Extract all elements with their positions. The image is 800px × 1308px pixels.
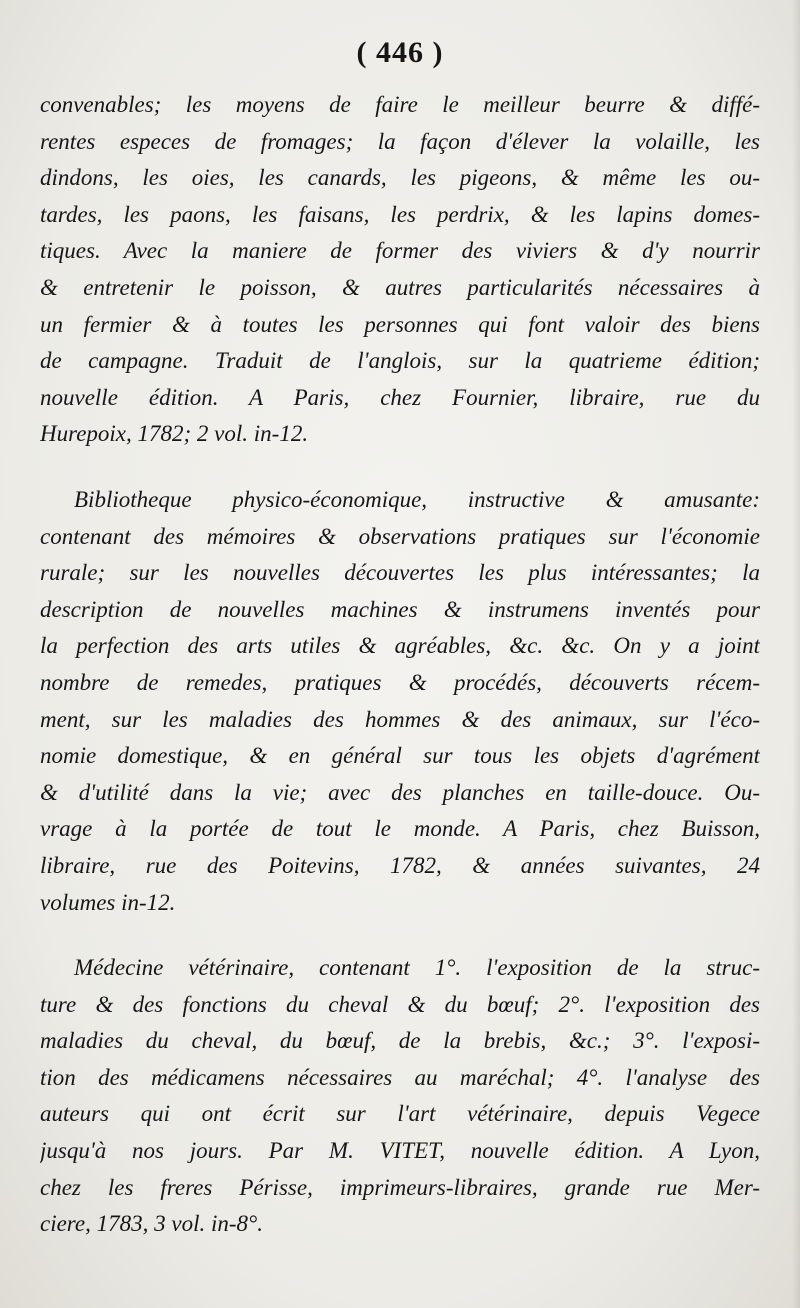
text-line: tardes, les paons, les faisans, les perdrix, & les lapins domes- bbox=[40, 201, 760, 227]
text-line: rurale; sur les nouvelles découvertes les plus intéressantes; la bbox=[40, 560, 760, 586]
paragraph-bibliotheque bbox=[40, 482, 760, 921]
page-edge-shadow bbox=[792, 0, 800, 1308]
text-line: rentes especes de fromages; la façon d'élever la volaille, les bbox=[40, 128, 760, 154]
text-line: jusqu'à nos jours. Par M. VITET, nouvelle édition. A Lyon, bbox=[40, 1137, 760, 1163]
text-line: Hurepoix, 1782; 2 vol. in-12. bbox=[40, 421, 309, 447]
text-line: vrage à la portée de tout le monde. A Paris, chez Buisson, bbox=[40, 816, 760, 842]
text-line: ment, sur les maladies des hommes & des animaux, sur l'éco- bbox=[40, 706, 760, 732]
text-line: convenables; les moyens de faire le meilleur beurre & diffé- bbox=[40, 92, 760, 117]
text-line: nomie domestique, & en général sur tous les objets d'agrément bbox=[40, 743, 760, 769]
text-line: nouvelle édition. A Paris, chez Fournier, libraire, rue du bbox=[40, 384, 760, 410]
text-line: de campagne. Traduit de l'anglois, sur la quatrieme édition; bbox=[40, 348, 760, 374]
text-line: ciere, 1783, 3 vol. in-8°. bbox=[40, 1211, 263, 1237]
text-line: & entretenir le poisson, & autres particularités nécessaires à bbox=[40, 274, 760, 300]
text-line: Médecine vétérinaire, contenant 1°. l'exposition de la struc- bbox=[74, 955, 760, 980]
text-line: la perfection des arts utiles & agréables, &c. &c. On y a joint bbox=[40, 633, 760, 659]
paragraph-farming-book bbox=[40, 87, 760, 453]
text-line: tion des médicamens nécessaires au maréchal; 4°. l'analyse des bbox=[40, 1064, 760, 1090]
text-line: dindons, les oies, les canards, les pigeons, & même les ou- bbox=[40, 165, 760, 191]
text-line: ture & des fonctions du cheval & du bœuf; 2°. l'exposition des bbox=[40, 991, 760, 1017]
text-line: nombre de remedes, pratiques & procédés, découverts récem- bbox=[40, 669, 760, 695]
text-line: & d'utilité dans la vie; avec des planches en taille-douce. Ou- bbox=[40, 779, 760, 805]
page-number: ( 446 ) bbox=[356, 36, 444, 69]
text-line: volumes in-12. bbox=[40, 889, 176, 915]
text-line: auteurs qui ont écrit sur l'art vétérinaire, depuis Vegece bbox=[40, 1101, 760, 1127]
text-line: Bibliotheque physico-économique, instructive & amusante: bbox=[74, 487, 760, 512]
text-line: libraire, rue des Poitevins, 1782, & années suivantes, 24 bbox=[40, 852, 760, 878]
text-line: un fermier & à toutes les personnes qui font valoir des biens bbox=[40, 311, 760, 337]
paragraph-medecine-veterinaire bbox=[40, 950, 760, 1243]
text-line: contenant des mémoires & observations pratiques sur l'économie bbox=[40, 523, 760, 549]
text-line: description de nouvelles machines & instrumens inventés pour bbox=[40, 596, 760, 622]
text-line: chez les freres Périsse, imprimeurs-libraires, grande rue Mer- bbox=[40, 1174, 760, 1200]
text-line: tiques. Avec la maniere de former des viviers & d'y nourrir bbox=[40, 238, 760, 264]
text-line: maladies du cheval, du bœuf, de la brebis, &c.; 3°. l'exposi- bbox=[40, 1028, 760, 1054]
